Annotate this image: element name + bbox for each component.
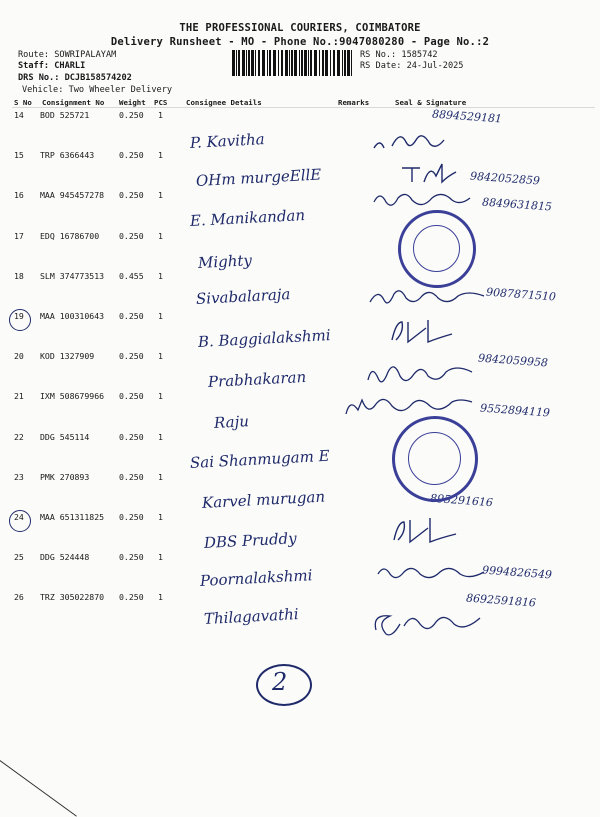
row-consignment-no: TRZ 305022870 (40, 592, 105, 603)
handwritten-name: Karvel murugan (201, 487, 326, 512)
handwritten-name: Sivabalaraja (195, 285, 291, 308)
row-weight: 0.250 (119, 110, 144, 120)
route-label: Route: SOWRIPALAYAM (18, 50, 117, 60)
handwritten-name: Raju (213, 412, 250, 432)
row-pcs: 1 (158, 311, 163, 321)
handwritten-name: Mighty (197, 251, 253, 272)
row-sno: 22 (14, 431, 24, 442)
circled-row-marker (9, 309, 31, 331)
row-sno: 14 (14, 110, 24, 120)
handwritten-name: OHm murgeEllE (195, 165, 322, 190)
row-sno: 19 (14, 311, 24, 321)
col-seal-signature: Seal & Signature (395, 98, 467, 107)
signature (344, 396, 474, 420)
col-sno: S No (14, 98, 32, 107)
signature (370, 128, 450, 158)
row-sno: 17 (14, 230, 24, 241)
col-consignment: Consignment No (42, 98, 105, 107)
handwritten-phone: 8849631815 (481, 195, 553, 214)
row-weight: 0.455 (119, 270, 144, 281)
row-sno: 24 (14, 512, 24, 522)
row-consignment-no: BOD 525721 (40, 110, 90, 120)
table-row (0, 231, 600, 271)
handwritten-phone: 9842059958 (477, 351, 549, 370)
drs-number: DRS No.: DCJB158574202 (18, 73, 132, 83)
col-pcs: PCS (154, 98, 168, 107)
handwritten-phone: 9842052859 (469, 169, 541, 188)
row-sno: 18 (14, 270, 24, 281)
row-pcs: 1 (158, 190, 163, 201)
table-row (0, 107, 600, 150)
row-sno: 21 (14, 391, 24, 402)
handwritten-phone: 9994826549 (481, 563, 553, 582)
row-consignment-no: DDG 524448 (40, 552, 90, 563)
row-pcs: 1 (158, 431, 163, 442)
row-weight: 0.250 (119, 311, 144, 321)
row-pcs: 1 (158, 512, 163, 522)
row-pcs: 1 (158, 351, 163, 362)
handwritten-name: Thilagavathi (203, 605, 299, 628)
row-sno: 25 (14, 552, 24, 563)
signature (372, 188, 472, 210)
circled-row-marker (9, 510, 31, 532)
signature (398, 158, 468, 186)
row-consignment-no: EDQ 16786700 (40, 230, 100, 241)
company-title: THE PROFESSIONAL COURIERS, COIMBATORE (179, 22, 421, 34)
row-weight: 0.250 (119, 471, 144, 482)
row-sno: 26 (14, 592, 24, 603)
handwritten-name: B. Baggialakshmi (197, 326, 331, 351)
header-rule (12, 107, 595, 108)
row-pcs: 1 (158, 110, 163, 120)
row-weight: 0.250 (119, 431, 144, 442)
col-consignee: Consignee Details (186, 98, 262, 107)
row-consignment-no: MAA 651311825 (40, 512, 105, 522)
row-weight: 0.250 (119, 512, 144, 522)
row-pcs: 1 (158, 471, 163, 482)
handwritten-phone: 8894529181 (431, 107, 503, 126)
row-sno: 23 (14, 471, 24, 482)
row-weight: 0.250 (119, 150, 144, 161)
row-weight: 0.250 (119, 592, 144, 603)
rs-number: RS No.: 1585742 (360, 50, 438, 60)
handwritten-name: Sai Shanmugam E (189, 446, 330, 472)
runsheet-subtitle: Delivery Runsheet - MO - Phone No.:9047080280 - Page No.:2 (110, 36, 490, 48)
signature (368, 286, 486, 308)
row-pcs: 1 (158, 592, 163, 603)
handwritten-name: E. Manikandan (189, 205, 306, 230)
handwritten-name: DBS Pruddy (203, 529, 298, 552)
row-consignment-no: SLM 374773513 (40, 270, 105, 281)
handwritten-phone: 895291616 (429, 491, 494, 510)
staff-label: Staff: CHARLI (18, 61, 86, 71)
row-consignment-no: KOD 1327909 (40, 351, 95, 362)
row-weight: 0.250 (119, 190, 144, 201)
rs-date: RS Date: 24-Jul-2025 (360, 61, 464, 71)
row-consignment-no: DDG 545114 (40, 431, 90, 442)
table-row (0, 512, 600, 552)
row-consignment-no: IXM 508679966 (40, 391, 105, 402)
row-weight: 0.250 (119, 351, 144, 362)
scan-edge-line (0, 760, 77, 817)
row-pcs: 1 (158, 391, 163, 402)
vehicle-label: Vehicle: Two Wheeler Delivery (22, 85, 173, 95)
row-weight: 0.250 (119, 552, 144, 563)
col-weight: Weight (119, 98, 146, 107)
barcode (232, 50, 354, 76)
row-sno: 20 (14, 351, 24, 362)
row-pcs: 1 (158, 150, 163, 161)
row-consignment-no: TRP 6366443 (40, 150, 95, 161)
signature (364, 362, 476, 388)
signature (376, 560, 486, 582)
handwritten-name: Prabhakaran (207, 367, 307, 391)
row-pcs: 1 (158, 552, 163, 563)
row-consignment-no: MAA 100310643 (40, 311, 105, 321)
col-remarks: Remarks (338, 98, 370, 107)
signature (370, 604, 500, 640)
row-pcs: 1 (158, 230, 163, 241)
row-consignment-no: MAA 945457278 (40, 190, 105, 201)
handwritten-phone: 9552894119 (479, 401, 551, 420)
handwritten-phone: 9087871510 (485, 285, 557, 304)
row-weight: 0.250 (119, 391, 144, 402)
seal-stamp (398, 210, 476, 288)
row-weight: 0.250 (119, 230, 144, 241)
signature (388, 314, 468, 346)
row-sno: 15 (14, 150, 24, 161)
row-sno: 16 (14, 190, 24, 201)
signature (390, 512, 462, 546)
handwritten-name: P. Kavitha (189, 130, 266, 152)
handwritten-phone: 8692591816 (465, 591, 537, 610)
handwritten-name: Poornalakshmi (199, 566, 313, 590)
seal-stamp (392, 416, 478, 502)
row-pcs: 1 (158, 270, 163, 281)
row-consignment-no: PMK 270893 (40, 471, 90, 482)
page-number-mark: 2 (272, 668, 288, 696)
